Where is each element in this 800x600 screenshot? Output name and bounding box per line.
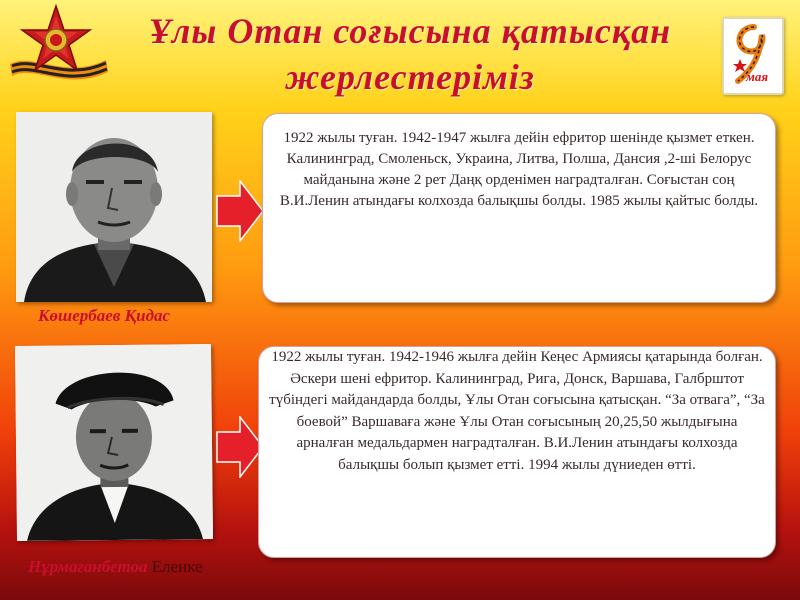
victory-day-9-may-icon [722,17,784,95]
veteran-2-bio: 1922 жылы туған. 1942-1946 жылға дейін Кеңес Армиясы қатарында болған. Әскери шені ефритор. Калининград, Рига, Донск, Варшава, Галбрштот түбіндегі майдандарда болды, Ұлы Отан соғысына қатысқан. “За отвага”, “За боевой” Варшаваға және Ұлы Отан соғысының 20,25,50 жылдығына арналған медальдармен наградталған. В.И.Ленин атындағы колхозда балықшы болып қызмет етті. 1994 жылы дүниеден өтті. [258,346,776,558]
arrow-right-icon [216,416,264,478]
veteran-2-name [28,557,203,577]
title-line-1: Ұлы Отан соғысына қатысқан [148,11,672,51]
veteran-1-name: Көшербаев Қидас [38,306,171,325]
arrow-right-icon [216,180,264,242]
slide-title [90,8,730,100]
title-line-2: жерлестеріміз [285,57,535,97]
veteran-portrait-photo [15,344,213,541]
veteran-2-surname: Нұрмағанбетоа [28,557,148,576]
may-badge-text: мая [746,69,769,84]
veteran-1-bio: 1922 жылы туған. 1942-1947 жылға дейін ефритор шенінде қызмет еткен. Калининград, Смоленьск, Украина, Литва, Полша, Дансия ,2-ші Белорус майданына және 2 рет Даңқ орденімен наградталған. Соғыстан соң В.И.Ленин атындағы колхозда балықшы болды. 1985 жылы қайтыс болды. [262,113,776,303]
veteran-portrait-photo [16,112,212,302]
veteran-2-given-name: Еленке [151,557,203,576]
